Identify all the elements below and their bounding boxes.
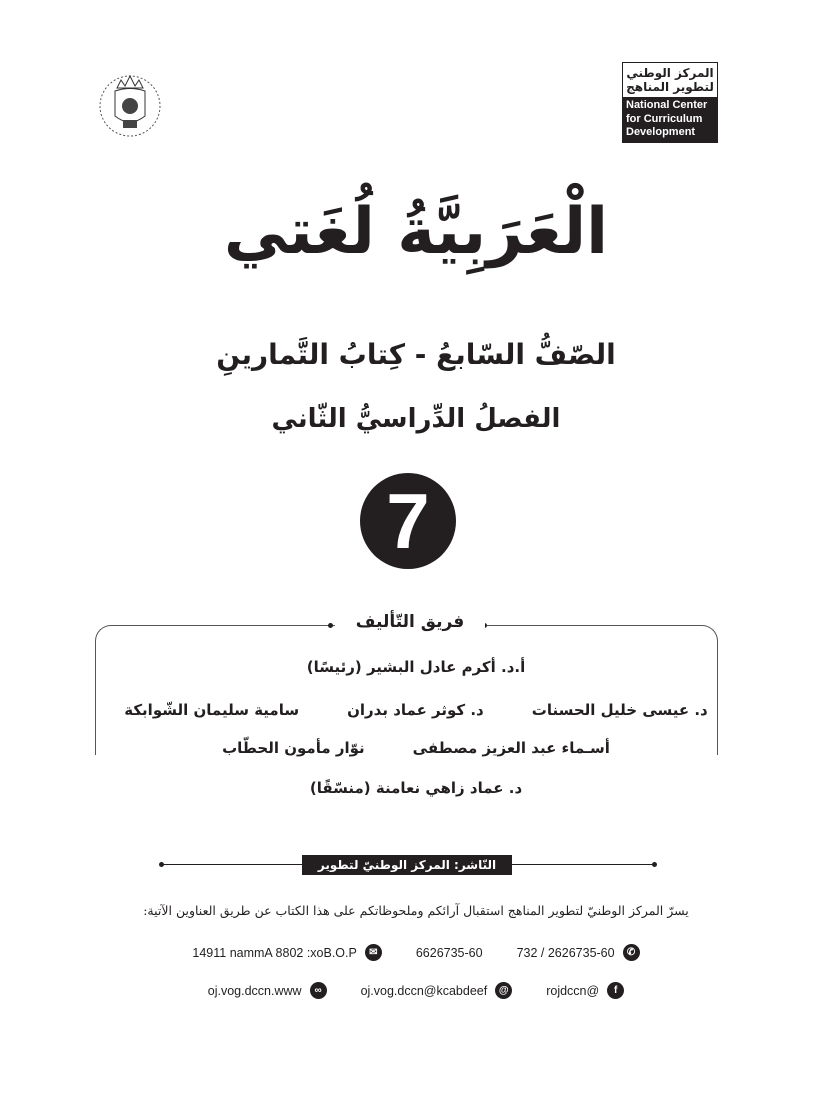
facebook-handle[interactable]: rojdccn@ [546, 983, 600, 998]
grade-badge: 7 [360, 473, 456, 569]
author-name: سامية سليمان الشّوابكة [124, 701, 300, 719]
author-name: أسـماء عبد العزيز مصطفى [412, 739, 610, 757]
envelope-icon: ✉ [365, 944, 382, 961]
author-name: د. عيسى خليل الحسنات [531, 701, 708, 719]
team-row [0, 739, 832, 757]
publisher-label: النّاشر: المركز الوطنيّ لتطوير المناهج [302, 855, 512, 875]
at-icon: @ [495, 982, 512, 999]
contact-row-2 [0, 982, 832, 999]
team-frame [95, 625, 718, 755]
nccd-logo [622, 62, 718, 143]
fax-number: 6626735-60 [415, 945, 483, 960]
logo-english-line2: for Curriculum [626, 112, 703, 125]
divider-dot [328, 623, 333, 628]
author-name: نوّار مأمون الحطّاب [222, 739, 365, 757]
contact-row-1 [0, 944, 832, 961]
team-row [0, 701, 832, 719]
facebook-icon: f [607, 982, 624, 999]
logo-english-line1: National Center [626, 99, 708, 111]
semester-label: الفصلُ الدِّراسيُّ الثّاني [271, 404, 561, 434]
feedback-note: يسرّ المركز الوطنيّ لتطوير المناهج استقبال آرائكم وملحوظاتكم على هذا الكتاب عن طريق العناوين الآتية: [143, 903, 689, 918]
postal-address: 14911 nammA 8802 :xoB.O.P [192, 945, 357, 960]
link-icon: ∞ [310, 982, 327, 999]
team-row [0, 779, 832, 797]
team-row [0, 658, 832, 676]
logo-english-line3: Development [626, 126, 696, 138]
phone-icon: ✆ [623, 944, 640, 961]
author-name: د. كوثر عماد بدران [347, 701, 484, 719]
divider-dot [652, 862, 657, 867]
team-heading: فريق التّأليف [335, 612, 485, 632]
website-link[interactable]: oj.vog.dccn.www [207, 983, 302, 998]
jordan-emblem-icon [95, 66, 165, 146]
author-name: أ.د. أكرم عادل البشير (رئيسًا) [306, 658, 526, 676]
author-name: د. عماد زاهي نعامنة (منسّقًا) [309, 779, 523, 797]
logo-arabic-line1: المركز الوطني [626, 66, 714, 80]
phone-number: 732 / 2626735-60 [516, 945, 615, 960]
book-subtitle: الصّفُّ السّابعُ - كِتابُ التَّمارينِ [216, 338, 616, 371]
divider-dot [159, 862, 164, 867]
email-link[interactable]: oj.vog.dccn@kcabdeef [360, 983, 488, 998]
logo-arabic-line2: لتطوير المناهج [626, 80, 714, 94]
book-title: الْعَرَبِيَّةُ لُغَتي [223, 195, 609, 269]
